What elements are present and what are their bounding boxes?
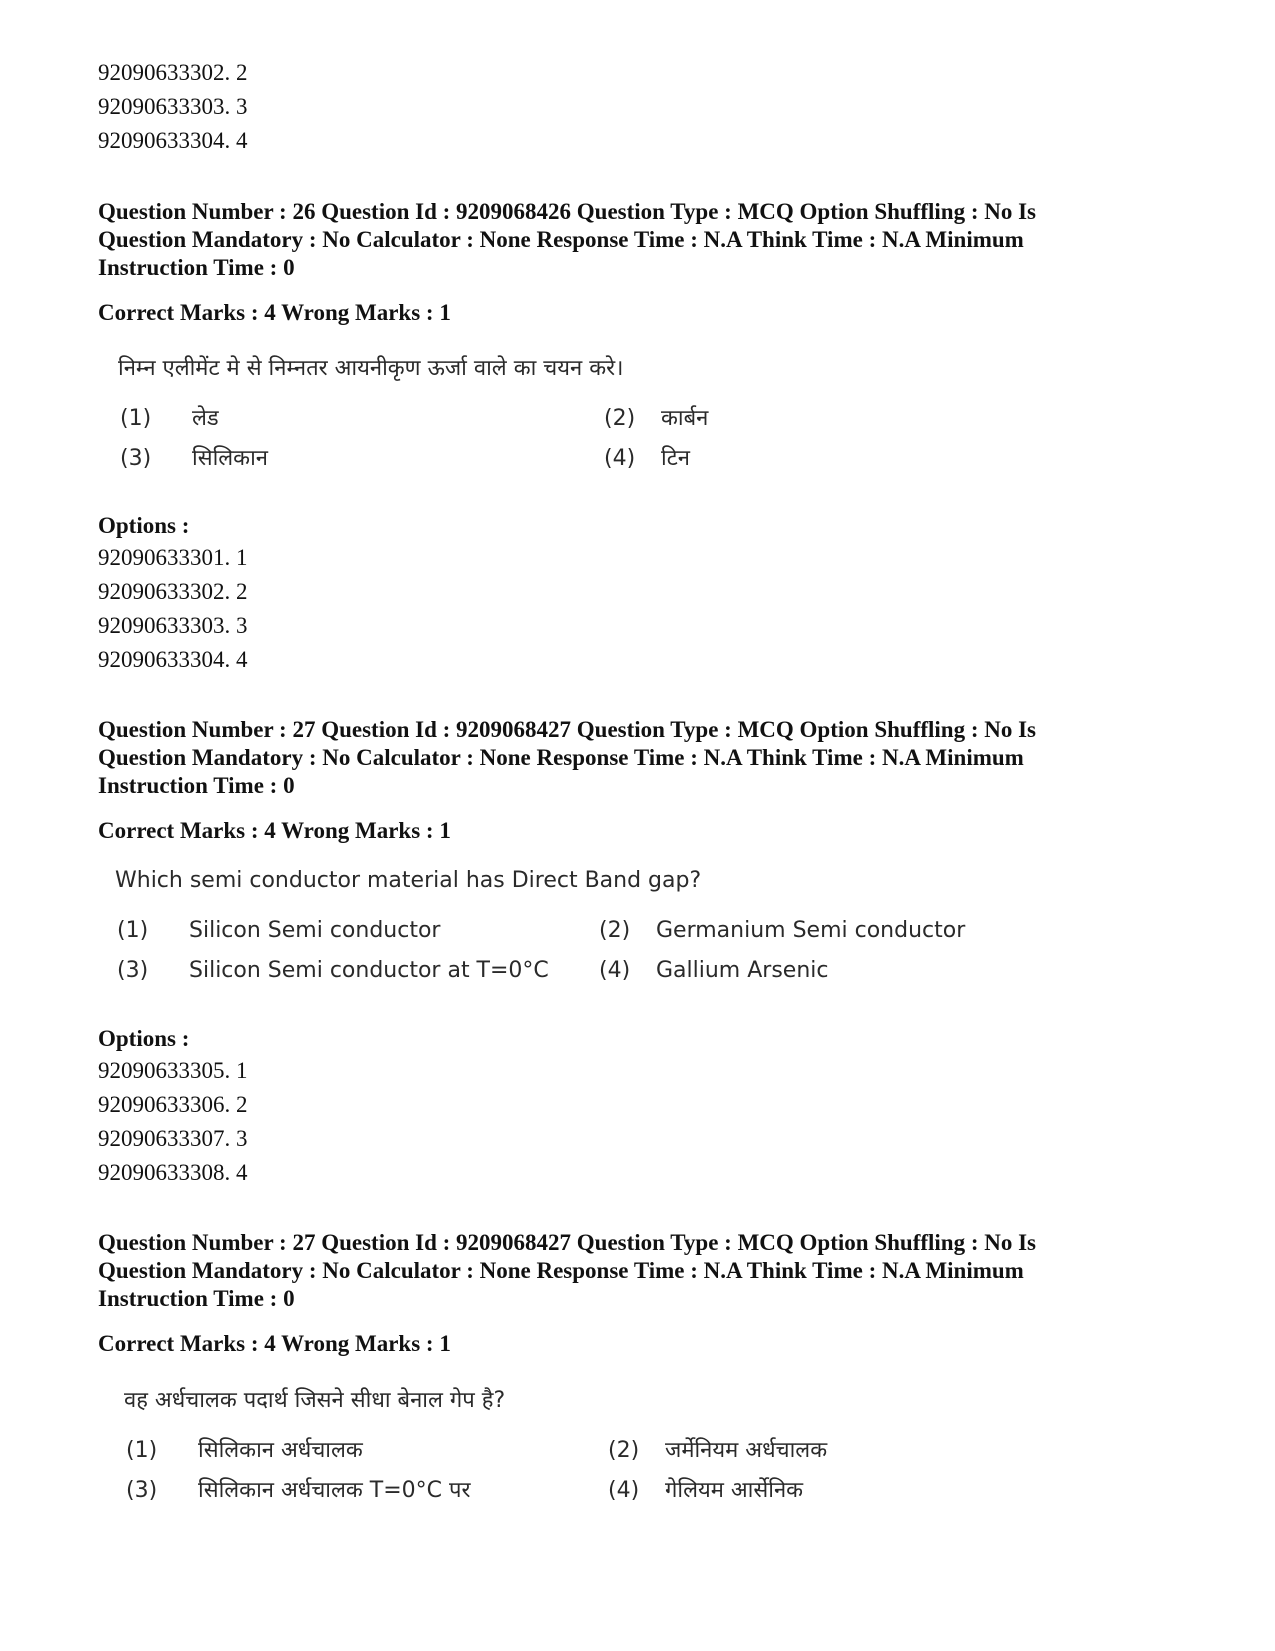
marks-line: Correct Marks : 4 Wrong Marks : 1 [98,818,451,843]
choice-2 [608,1434,827,1464]
option-line: 92090633307. 3 [98,1126,248,1151]
choice-number: (2) [604,406,636,431]
choice-1 [120,402,219,432]
choice-4 [608,1474,803,1504]
question-meta [98,1229,1178,1313]
choice-text: Silicon Semi conductor [189,918,441,943]
choice-number: (3) [117,958,149,983]
choice-1 [117,918,440,943]
question-text: वह अर्धचालक पदार्थ जिसने सीधा बेनाल गेप है? [124,1388,506,1413]
question-image [115,868,1015,998]
question-meta-line: Question Mandatory : No Calculator : None Response Time : N.A Think Time : N.A Minimum [98,1258,1024,1283]
options-label: Options : [98,1026,190,1051]
question-meta-line: Question Mandatory : No Calculator : None Response Time : N.A Think Time : N.A Minimum [98,745,1024,770]
option-line: 92090633303. 3 [98,613,248,638]
question-meta-line: Question Mandatory : No Calculator : None Response Time : N.A Think Time : N.A Minimum [98,227,1024,252]
choice-2 [604,402,708,432]
question-text: Which semi conductor material has Direct Band gap? [115,868,702,893]
choice-text: Gallium Arsenic [656,958,829,983]
choice-number: (3) [120,446,152,471]
choice-4 [604,442,690,472]
choice-number: (3) [126,1478,158,1503]
choice-3 [120,442,268,472]
question-meta-line: Instruction Time : 0 [98,1286,295,1311]
option-line: 92090633303. 3 [98,94,248,119]
question-text: निम्न एलीमेंट मे से निम्नतर आयनीकृण ऊर्जा वाले का चयन करे। [118,356,624,381]
choice-text: टिन [661,446,690,471]
choice-text: गेलियम आर्सेनिक [665,1478,804,1503]
option-line: 92090633304. 4 [98,128,248,153]
choice-2 [599,918,965,943]
question-image [124,1384,1024,1514]
choice-text: सिलिकान अर्धचालक [198,1438,363,1463]
choice-1 [126,1434,363,1464]
choice-number: (2) [608,1438,640,1463]
question-meta-line: Instruction Time : 0 [98,255,295,280]
choice-text: जर्मेनियम अर्धचालक [665,1438,828,1463]
choice-text: सिलिकान अर्धचालक T=0°C पर [198,1478,471,1503]
option-line: 92090633308. 4 [98,1160,248,1185]
option-line: 92090633302. 2 [98,579,248,604]
choice-number: (1) [126,1438,158,1463]
question-meta-line: Question Number : 27 Question Id : 9209068427 Question Type : MCQ Option Shuffling : No Is [98,1230,1037,1255]
choice-number: (1) [117,918,149,943]
marks-line: Correct Marks : 4 Wrong Marks : 1 [98,1331,451,1356]
choice-text: Germanium Semi conductor [656,918,966,943]
question-image [118,352,1018,482]
options-label: Options : [98,513,190,538]
option-line: 92090633302. 2 [98,60,248,85]
choice-text: कार्बन [661,406,709,431]
option-line: 92090633306. 2 [98,1092,248,1117]
question-meta [98,716,1178,800]
option-line: 92090633301. 1 [98,545,248,570]
question-meta-line: Question Number : 26 Question Id : 9209068426 Question Type : MCQ Option Shuffling : No Is [98,199,1037,224]
choice-3 [117,958,549,983]
option-line: 92090633304. 4 [98,647,248,672]
choice-number: (4) [604,446,636,471]
choice-text: लेड [192,406,219,431]
choice-4 [599,958,828,983]
choice-number: (2) [599,918,631,943]
choice-text: सिलिकान [192,446,268,471]
question-meta [98,198,1178,282]
choice-number: (4) [599,958,631,983]
choice-number: (4) [608,1478,640,1503]
marks-line: Correct Marks : 4 Wrong Marks : 1 [98,300,451,325]
question-meta-line: Instruction Time : 0 [98,773,295,798]
choice-3 [126,1474,471,1504]
choice-number: (1) [120,406,152,431]
option-line: 92090633305. 1 [98,1058,248,1083]
choice-text: Silicon Semi conductor at T=0°C [189,958,549,983]
question-meta-line: Question Number : 27 Question Id : 9209068427 Question Type : MCQ Option Shuffling : No Is [98,717,1037,742]
